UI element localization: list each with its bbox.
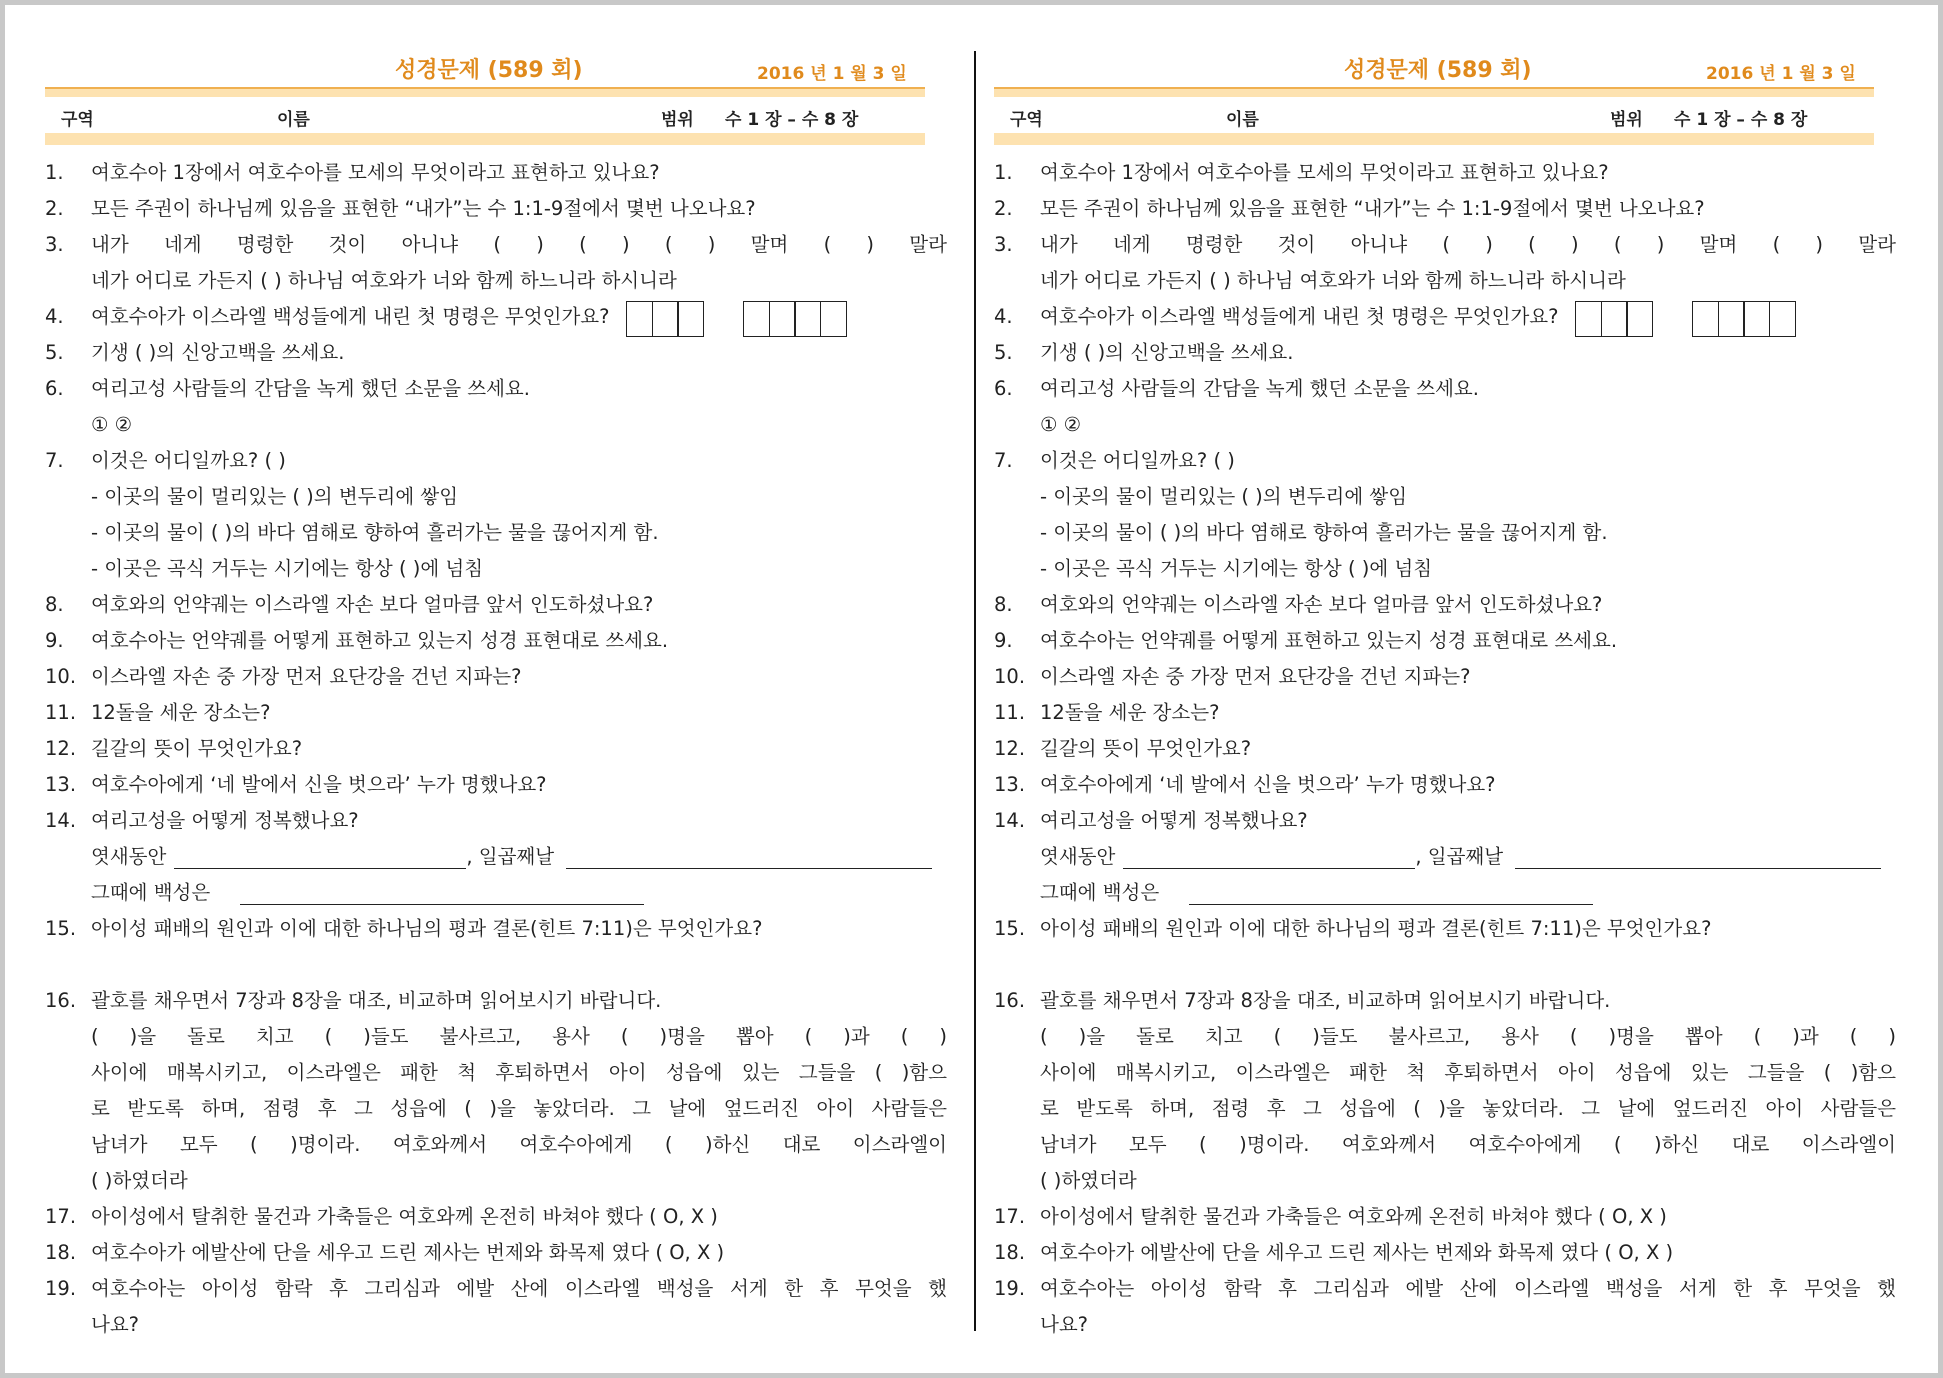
question-text-line: - 이곳은 곡식 거두는 시기에는 항상 ( )에 넘침 (1040, 557, 1433, 580)
question-item (45, 623, 965, 659)
question-item (994, 983, 1914, 1199)
question-number: 19. (994, 1277, 1026, 1300)
answer-box[interactable] (1769, 301, 1796, 337)
question-number: 16. (45, 989, 77, 1012)
question-text-line: ( )하였더라 (91, 1169, 188, 1192)
question-number: 12. (45, 737, 77, 760)
question-text: 12돌을 세운 장소는? (91, 701, 271, 724)
question-text-line: 사이에 매복시키고, 이스라엘은 패한 척 후퇴하면서 아이 성읍에 있는 그들을 ( )함으 (1040, 1061, 1896, 1084)
question-number: 19. (45, 1277, 77, 1300)
question-text: 여호수아에게 ‘네 발에서 신을 벗으라’ 누가 명했나요? (91, 773, 547, 796)
sub-answer-line (1040, 875, 1914, 911)
sub-label-six-days: 엿새동안 (1040, 845, 1116, 868)
question-item (45, 587, 965, 623)
question-number: 8. (45, 593, 64, 616)
question-text-line: 남녀가 모두 ( )명이라. 여호와께서 여호수아에게 ( )하신 대로 이스라엘이 (1040, 1133, 1896, 1156)
question-item (45, 767, 965, 803)
question-item (994, 695, 1914, 731)
question-text: 이스라엘 자손 중 가장 먼저 요단강을 건넌 지파는? (91, 665, 522, 688)
question-item (994, 911, 1914, 947)
question-number: 10. (45, 665, 77, 688)
question-text-line: 남녀가 모두 ( )명이라. 여호와께서 여호수아에게 ( )하신 대로 이스라엘이 (91, 1133, 947, 1156)
name-label: 이름 (277, 110, 310, 130)
sub-label-people: 그때에 백성은 (91, 881, 211, 904)
answer-box[interactable] (1626, 301, 1653, 337)
question-number: 6. (45, 377, 64, 400)
answer-space[interactable] (994, 947, 1914, 983)
question-item (45, 299, 965, 335)
question-text: 여호수아는 언약궤를 어떻게 표현하고 있는지 성경 표현대로 쓰세요. (1040, 629, 1618, 652)
sub-answer-line (1040, 839, 1914, 875)
question-item (994, 191, 1914, 227)
question-text: 여호수아는 아이성 함락 후 그리심과 에발 산에 이스라엘 백성을 서게 한 후 무엇을 했 (1040, 1277, 1896, 1300)
name-label: 이름 (1226, 110, 1259, 130)
question-text: 이것은 어디일까요? ( ) (1040, 449, 1235, 472)
question-item (994, 587, 1914, 623)
worksheet-title: 성경문제 (589 회) (395, 58, 583, 83)
worksheet-page (5, 5, 1938, 1373)
question-text: 모든 주권이 하나님께 있음을 표현한 “내가”는 수 1:1-9절에서 몇번 나오나요? (91, 197, 756, 220)
question-text-line: ① ② (91, 413, 133, 436)
question-number: 14. (45, 809, 77, 832)
question-text: 여리고성 사람들의 간담을 녹게 했던 소문을 쓰세요. (91, 377, 530, 400)
header-band-top (994, 87, 1874, 97)
header-band-top (45, 87, 925, 97)
answer-boxes-3[interactable] (1575, 301, 1652, 337)
question-text-line: ( )을 돌로 치고 ( )들도 불사르고, 용사 ( )명을 뽑아 ( )과 ( ) (91, 1025, 947, 1048)
question-item (994, 1271, 1914, 1343)
answer-box[interactable] (1692, 301, 1719, 337)
question-item (994, 803, 1914, 911)
sub-label-people: 그때에 백성은 (1040, 881, 1160, 904)
question-text: 아이성 패배의 원인과 이에 대한 하나님의 평과 결론(힌트 7:11)은 무엇인가요? (91, 917, 763, 940)
question-text: 여호수아는 아이성 함락 후 그리심과 에발 산에 이스라엘 백성을 서게 한 후 무엇을 했 (91, 1277, 947, 1300)
question-text-line: ① ② (1040, 413, 1082, 436)
question-text: 여리고성을 어떻게 정복했나요? (1040, 809, 1308, 832)
info-row (994, 103, 1874, 129)
question-item (45, 155, 965, 191)
question-item (45, 1271, 965, 1343)
question-text: 괄호를 채우면서 7장과 8장을 대조, 비교하며 읽어보시기 바랍니다. (1040, 989, 1611, 1012)
question-text-line: ( )을 돌로 치고 ( )들도 불사르고, 용사 ( )명을 뽑아 ( )과 ( ) (1040, 1025, 1896, 1048)
zone-label: 구역 (61, 110, 94, 130)
question-text-line: 네가 어디로 가든지 ( ) 하나님 여호와가 너와 함께 하느니라 하시니라 (91, 269, 677, 292)
title-row (994, 49, 1874, 83)
question-text: 내가 네게 명령한 것이 아니냐 ( ) ( ) ( ) 말며 ( ) 말라 (1040, 233, 1896, 256)
question-text-line: 나요? (1040, 1313, 1089, 1336)
question-list (45, 155, 965, 1343)
question-item (45, 659, 965, 695)
question-item (45, 335, 965, 371)
question-item (994, 1235, 1914, 1271)
question-number: 10. (994, 665, 1026, 688)
question-number: 12. (994, 737, 1026, 760)
answer-boxes-4[interactable] (743, 301, 845, 337)
header-band-bottom (45, 133, 925, 145)
question-text: 여리고성을 어떻게 정복했나요? (91, 809, 359, 832)
zone-label: 구역 (1010, 110, 1043, 130)
question-text: 아이성에서 탈취한 물건과 가축들은 여호와께 온전히 바쳐야 했다 ( O, X ) (91, 1205, 718, 1228)
header-band-bottom (994, 133, 1874, 145)
question-number: 8. (994, 593, 1013, 616)
answer-box[interactable] (652, 301, 679, 337)
question-text: 여호수아가 에발산에 단을 세우고 드린 제사는 번제와 화목제 였다 ( O, X ) (1040, 1241, 1674, 1264)
question-item (45, 695, 965, 731)
question-number: 3. (994, 233, 1013, 256)
question-number: 14. (994, 809, 1026, 832)
question-text: 여호수아가 이스라엘 백성들에게 내린 첫 명령은 무엇인가요? (91, 305, 610, 328)
question-text: 기생 ( )의 신앙고백을 쓰세요. (1040, 341, 1294, 364)
question-number: 2. (994, 197, 1013, 220)
answer-box[interactable] (1718, 301, 1745, 337)
question-item (45, 911, 965, 947)
question-text: 여호수아는 언약궤를 어떻게 표현하고 있는지 성경 표현대로 쓰세요. (91, 629, 669, 652)
question-item (994, 155, 1914, 191)
question-number: 16. (994, 989, 1026, 1012)
question-item (994, 623, 1914, 659)
question-number: 7. (994, 449, 1013, 472)
question-text: 여호수아가 에발산에 단을 세우고 드린 제사는 번제와 화목제 였다 ( O, X ) (91, 1241, 725, 1264)
question-text: 여호와의 언약궤는 이스라엘 자손 보다 얼마큼 앞서 인도하셨나요? (91, 593, 654, 616)
question-item (45, 983, 965, 1199)
question-item (994, 227, 1914, 299)
question-list (994, 155, 1914, 1343)
question-text: 이것은 어디일까요? ( ) (91, 449, 286, 472)
question-text-line: - 이곳의 물이 멀리있는 ( )의 변두리에 쌓임 (1040, 485, 1408, 508)
answer-boxes-3[interactable] (626, 301, 703, 337)
question-number: 4. (994, 305, 1013, 328)
worksheet-date: 2016 년 1 월 3 일 (1706, 64, 1856, 84)
question-item (994, 767, 1914, 803)
answer-box[interactable] (1575, 301, 1602, 337)
answer-blank[interactable] (1123, 846, 1415, 869)
question-text: 모든 주권이 하나님께 있음을 표현한 “내가”는 수 1:1-9절에서 몇번 나오나요? (1040, 197, 1705, 220)
question-text-line: 로 받도록 하며, 점령 후 그 성읍에 ( )을 놓았더라. 그 날에 엎드러진 아이 사람들은 (91, 1097, 947, 1120)
answer-blank[interactable] (566, 846, 932, 869)
sub-label-six-days: 엿새동안 (91, 845, 167, 868)
question-number: 1. (994, 161, 1013, 184)
question-item (994, 659, 1914, 695)
question-number: 9. (45, 629, 64, 652)
question-number: 2. (45, 197, 64, 220)
question-text-line: 사이에 매복시키고, 이스라엘은 패한 척 후퇴하면서 아이 성읍에 있는 그들을 ( )함으 (91, 1061, 947, 1084)
question-text: 기생 ( )의 신앙고백을 쓰세요. (91, 341, 345, 364)
answer-blank[interactable] (1189, 882, 1593, 905)
sub-answer-line (91, 875, 965, 911)
question-item (994, 1199, 1914, 1235)
answer-box[interactable] (794, 301, 821, 337)
question-text: 아이성 패배의 원인과 이에 대한 하나님의 평과 결론(힌트 7:11)은 무엇인가요? (1040, 917, 1712, 940)
worksheet-title: 성경문제 (589 회) (1344, 58, 1532, 83)
range-label: 범위 (1610, 110, 1643, 130)
answer-blank[interactable] (174, 846, 466, 869)
question-item (45, 1199, 965, 1235)
question-text-line: - 이곳은 곡식 거두는 시기에는 항상 ( )에 넘침 (91, 557, 484, 580)
question-text: 여호수아에게 ‘네 발에서 신을 벗으라’ 누가 명했나요? (1040, 773, 1496, 796)
worksheet-column-right (994, 5, 1894, 1373)
range-value: 수 1 장 – 수 8 장 (1674, 110, 1808, 130)
question-number: 18. (45, 1241, 77, 1264)
question-number: 17. (994, 1205, 1026, 1228)
question-number: 13. (994, 773, 1026, 796)
answer-blank[interactable] (1515, 846, 1881, 869)
question-number: 9. (994, 629, 1013, 652)
question-item (994, 299, 1914, 335)
question-text-line: 네가 어디로 가든지 ( ) 하나님 여호와가 너와 함께 하느니라 하시니라 (1040, 269, 1626, 292)
answer-box[interactable] (743, 301, 770, 337)
question-item (45, 191, 965, 227)
question-number: 4. (45, 305, 64, 328)
question-text-line: - 이곳의 물이 ( )의 바다 염해로 향하여 흘러가는 물을 끊어지게 함. (91, 521, 659, 544)
info-row (45, 103, 925, 129)
question-number: 6. (994, 377, 1013, 400)
answer-space[interactable] (45, 947, 965, 983)
question-text: 여호와의 언약궤는 이스라엘 자손 보다 얼마큼 앞서 인도하셨나요? (1040, 593, 1603, 616)
question-text-line: - 이곳의 물이 ( )의 바다 염해로 향하여 흘러가는 물을 끊어지게 함. (1040, 521, 1608, 544)
question-text: 길갈의 뜻이 무엇인가요? (1040, 737, 1252, 760)
question-text: 이스라엘 자손 중 가장 먼저 요단강을 건넌 지파는? (1040, 665, 1471, 688)
question-number: 15. (45, 917, 77, 940)
question-number: 1. (45, 161, 64, 184)
question-text: 여호수아 1장에서 여호수아를 모세의 무엇이라고 표현하고 있나요? (1040, 161, 1609, 184)
range-label: 범위 (661, 110, 694, 130)
sub-answer-line (91, 839, 965, 875)
question-text: 아이성에서 탈취한 물건과 가축들은 여호와께 온전히 바쳐야 했다 ( O, X ) (1040, 1205, 1667, 1228)
answer-box[interactable] (677, 301, 704, 337)
title-row (45, 49, 925, 83)
question-text: 내가 네게 명령한 것이 아니냐 ( ) ( ) ( ) 말며 ( ) 말라 (91, 233, 947, 256)
question-number: 13. (45, 773, 77, 796)
range-value: 수 1 장 – 수 8 장 (725, 110, 859, 130)
question-text-line: 나요? (91, 1313, 140, 1336)
question-number: 5. (45, 341, 64, 364)
question-item (45, 803, 965, 911)
answer-box[interactable] (1743, 301, 1770, 337)
question-number: 18. (994, 1241, 1026, 1264)
question-item (994, 443, 1914, 587)
answer-box[interactable] (769, 301, 796, 337)
answer-boxes-4[interactable] (1692, 301, 1794, 337)
sub-label-seventh-day: , 일곱째날 (466, 845, 555, 868)
question-item (45, 227, 965, 299)
question-item (45, 371, 965, 443)
question-text: 12돌을 세운 장소는? (1040, 701, 1220, 724)
question-item (45, 731, 965, 767)
question-text: 여호수아 1장에서 여호수아를 모세의 무엇이라고 표현하고 있나요? (91, 161, 660, 184)
question-item (45, 1235, 965, 1271)
question-number: 11. (994, 701, 1026, 724)
question-number: 15. (994, 917, 1026, 940)
question-number: 5. (994, 341, 1013, 364)
question-number: 11. (45, 701, 77, 724)
question-text: 여리고성 사람들의 간담을 녹게 했던 소문을 쓰세요. (1040, 377, 1479, 400)
worksheet-date: 2016 년 1 월 3 일 (757, 64, 907, 84)
question-item (994, 371, 1914, 443)
sub-label-seventh-day: , 일곱째날 (1415, 845, 1504, 868)
question-text-line: - 이곳의 물이 멀리있는 ( )의 변두리에 쌓임 (91, 485, 459, 508)
question-item (45, 443, 965, 587)
question-text-line: 로 받도록 하며, 점령 후 그 성읍에 ( )을 놓았더라. 그 날에 엎드러진 아이 사람들은 (1040, 1097, 1896, 1120)
answer-box[interactable] (820, 301, 847, 337)
answer-blank[interactable] (240, 882, 644, 905)
question-number: 17. (45, 1205, 77, 1228)
question-item (994, 335, 1914, 371)
question-text: 길갈의 뜻이 무엇인가요? (91, 737, 303, 760)
question-text: 괄호를 채우면서 7장과 8장을 대조, 비교하며 읽어보시기 바랍니다. (91, 989, 662, 1012)
question-item (994, 731, 1914, 767)
column-divider (974, 51, 976, 1331)
worksheet-column-left (45, 5, 945, 1373)
answer-box[interactable] (626, 301, 653, 337)
question-number: 3. (45, 233, 64, 256)
answer-box[interactable] (1601, 301, 1628, 337)
question-text: 여호수아가 이스라엘 백성들에게 내린 첫 명령은 무엇인가요? (1040, 305, 1559, 328)
question-number: 7. (45, 449, 64, 472)
question-text-line: ( )하였더라 (1040, 1169, 1137, 1192)
